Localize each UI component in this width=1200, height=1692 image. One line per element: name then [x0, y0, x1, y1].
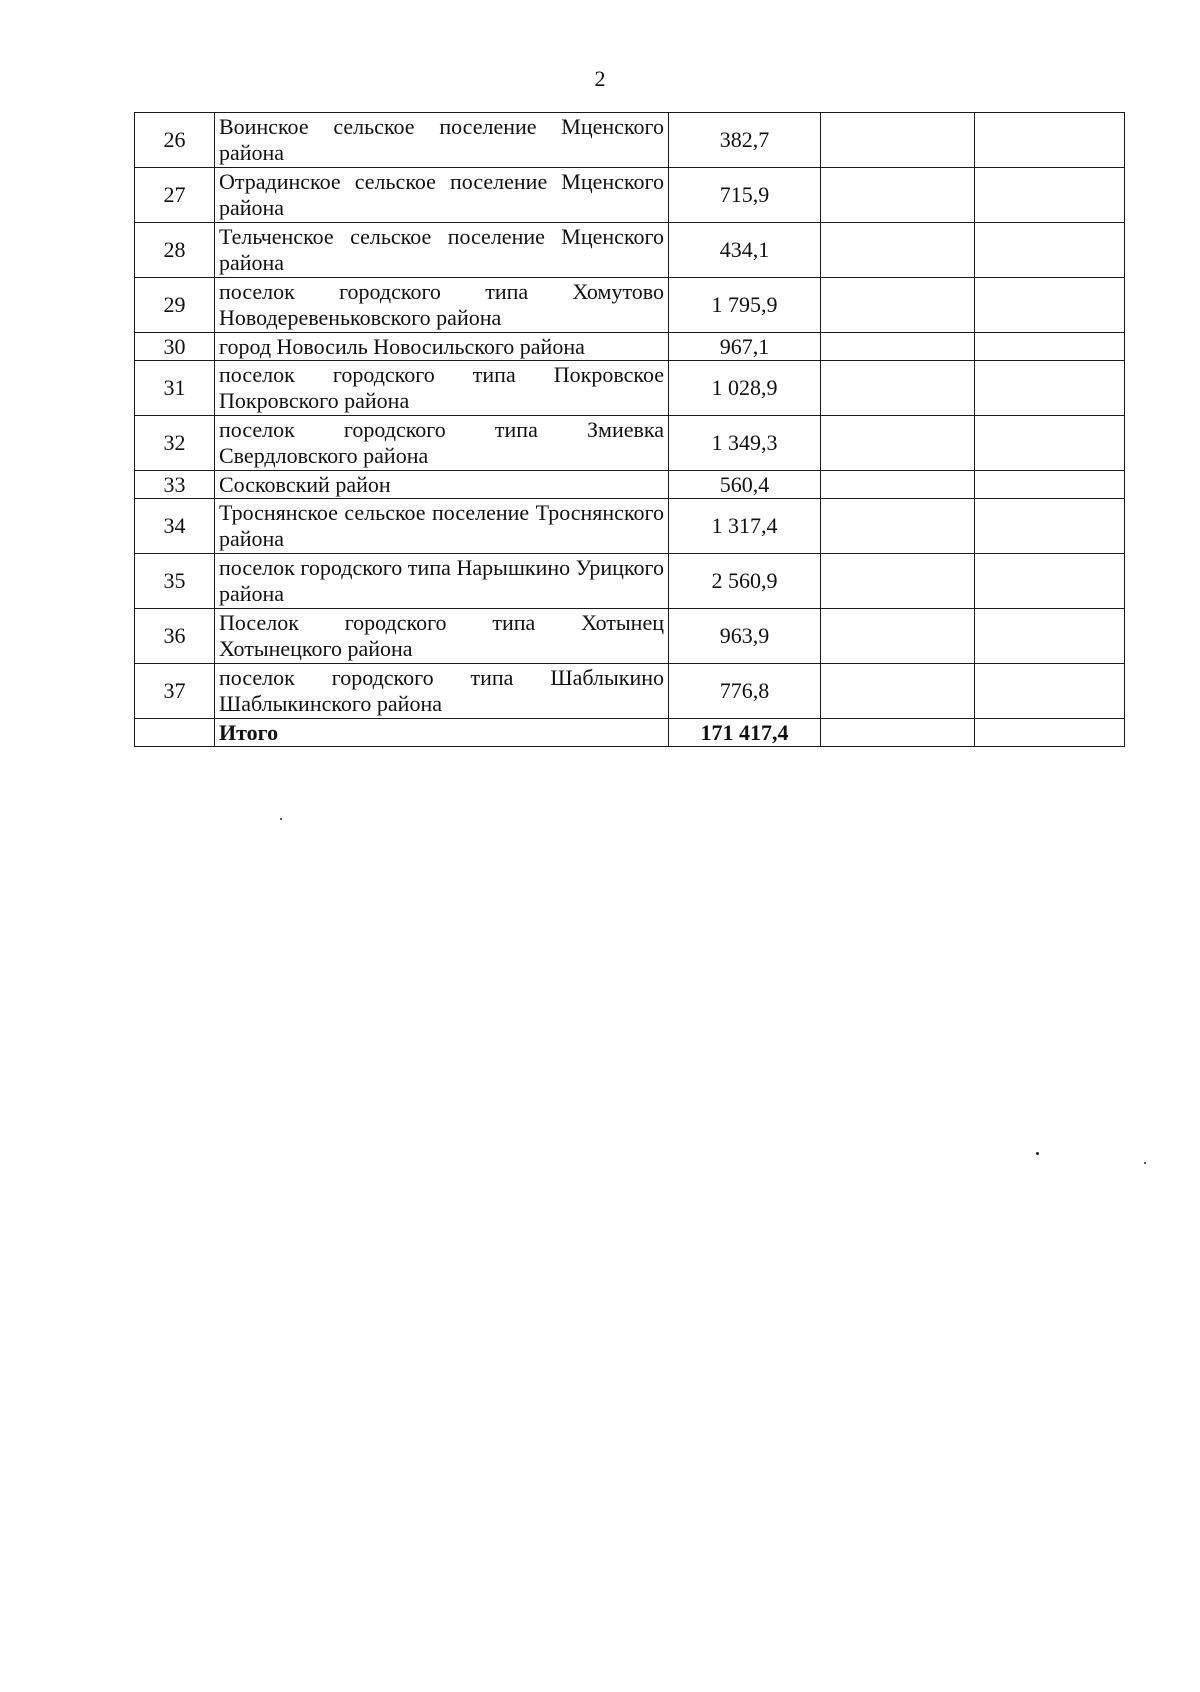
- amount-value: 967,1: [669, 333, 821, 361]
- table-row: [135, 278, 1125, 333]
- settlement-name: город Новосиль Новосильского района: [215, 333, 669, 361]
- empty-cell: [821, 416, 975, 471]
- empty-cell: [975, 333, 1125, 361]
- empty-cell: [821, 361, 975, 416]
- amount-value: 963,9: [669, 609, 821, 664]
- table-row: [135, 361, 1125, 416]
- settlement-name: Тельченское сельское поселение Мценского района: [215, 223, 669, 278]
- row-number: 36: [135, 609, 215, 664]
- row-number: 27: [135, 168, 215, 223]
- row-number: 26: [135, 113, 215, 168]
- empty-cell: [821, 113, 975, 168]
- settlement-name: поселок городского типа Покровское Покровского района: [215, 361, 669, 416]
- row-number: 32: [135, 416, 215, 471]
- settlement-name: поселок городского типа Шаблыкино Шаблыкинского района: [215, 664, 669, 719]
- row-number: 29: [135, 278, 215, 333]
- empty-cell: [821, 554, 975, 609]
- row-number: 28: [135, 223, 215, 278]
- row-number: 35: [135, 554, 215, 609]
- amount-value: 560,4: [669, 471, 821, 499]
- row-number: 31: [135, 361, 215, 416]
- settlement-name: Сосковский район: [215, 471, 669, 499]
- row-number: 33: [135, 471, 215, 499]
- amount-value: 776,8: [669, 664, 821, 719]
- amount-value: 382,7: [669, 113, 821, 168]
- empty-cell: [975, 719, 1125, 747]
- amount-value: 715,9: [669, 168, 821, 223]
- settlement-name: Троснянское сельское поселение Троснянского района: [215, 499, 669, 554]
- amount-value: 1 349,3: [669, 416, 821, 471]
- empty-cell: [975, 113, 1125, 168]
- scan-speck: [1144, 1162, 1146, 1164]
- table-row: [135, 499, 1125, 554]
- amount-value: 1 317,4: [669, 499, 821, 554]
- amount-value: 1 795,9: [669, 278, 821, 333]
- empty-cell: [975, 361, 1125, 416]
- empty-cell: [975, 609, 1125, 664]
- settlement-name: поселок городского типа Хомутово Новодеревеньковского района: [215, 278, 669, 333]
- amount-value: 2 560,9: [669, 554, 821, 609]
- empty-cell: [975, 499, 1125, 554]
- empty-cell: [975, 416, 1125, 471]
- empty-cell: [821, 223, 975, 278]
- table-row: [135, 113, 1125, 168]
- row-number: 37: [135, 664, 215, 719]
- settlement-name: поселок городского типа Нарышкино Урицкого района: [215, 554, 669, 609]
- page-number: 2: [594, 66, 606, 91]
- table-row: [135, 554, 1125, 609]
- total-number: [135, 719, 215, 747]
- budget-table: [134, 112, 1125, 747]
- table-row: [135, 471, 1125, 499]
- table-row: [135, 168, 1125, 223]
- empty-cell: [975, 664, 1125, 719]
- scan-speck: [1036, 1152, 1039, 1155]
- amount-value: 434,1: [669, 223, 821, 278]
- settlement-name: Отрадинское сельское поселение Мценского района: [215, 168, 669, 223]
- empty-cell: [821, 333, 975, 361]
- table-row: [135, 609, 1125, 664]
- empty-cell: [821, 168, 975, 223]
- settlement-name: Воинское сельское поселение Мценского района: [215, 113, 669, 168]
- empty-cell: [975, 554, 1125, 609]
- total-value: 171 417,4: [669, 719, 821, 747]
- row-number: 34: [135, 499, 215, 554]
- empty-cell: [821, 471, 975, 499]
- empty-cell: [975, 223, 1125, 278]
- empty-cell: [821, 499, 975, 554]
- table-row: [135, 223, 1125, 278]
- table-row: [135, 664, 1125, 719]
- amount-value: 1 028,9: [669, 361, 821, 416]
- empty-cell: [975, 471, 1125, 499]
- total-label: Итого: [215, 719, 669, 747]
- empty-cell: [975, 278, 1125, 333]
- table-body: [135, 113, 1125, 747]
- empty-cell: [821, 278, 975, 333]
- settlement-name: Поселок городского типа Хотынец Хотынецкого района: [215, 609, 669, 664]
- table-row: [135, 333, 1125, 361]
- settlement-name: поселок городского типа Змиевка Свердловского района: [215, 416, 669, 471]
- empty-cell: [821, 664, 975, 719]
- empty-cell: [821, 609, 975, 664]
- table-row: [135, 416, 1125, 471]
- row-number: 30: [135, 333, 215, 361]
- total-row: [135, 719, 1125, 747]
- empty-cell: [975, 168, 1125, 223]
- empty-cell: [821, 719, 975, 747]
- scan-speck: [280, 818, 282, 820]
